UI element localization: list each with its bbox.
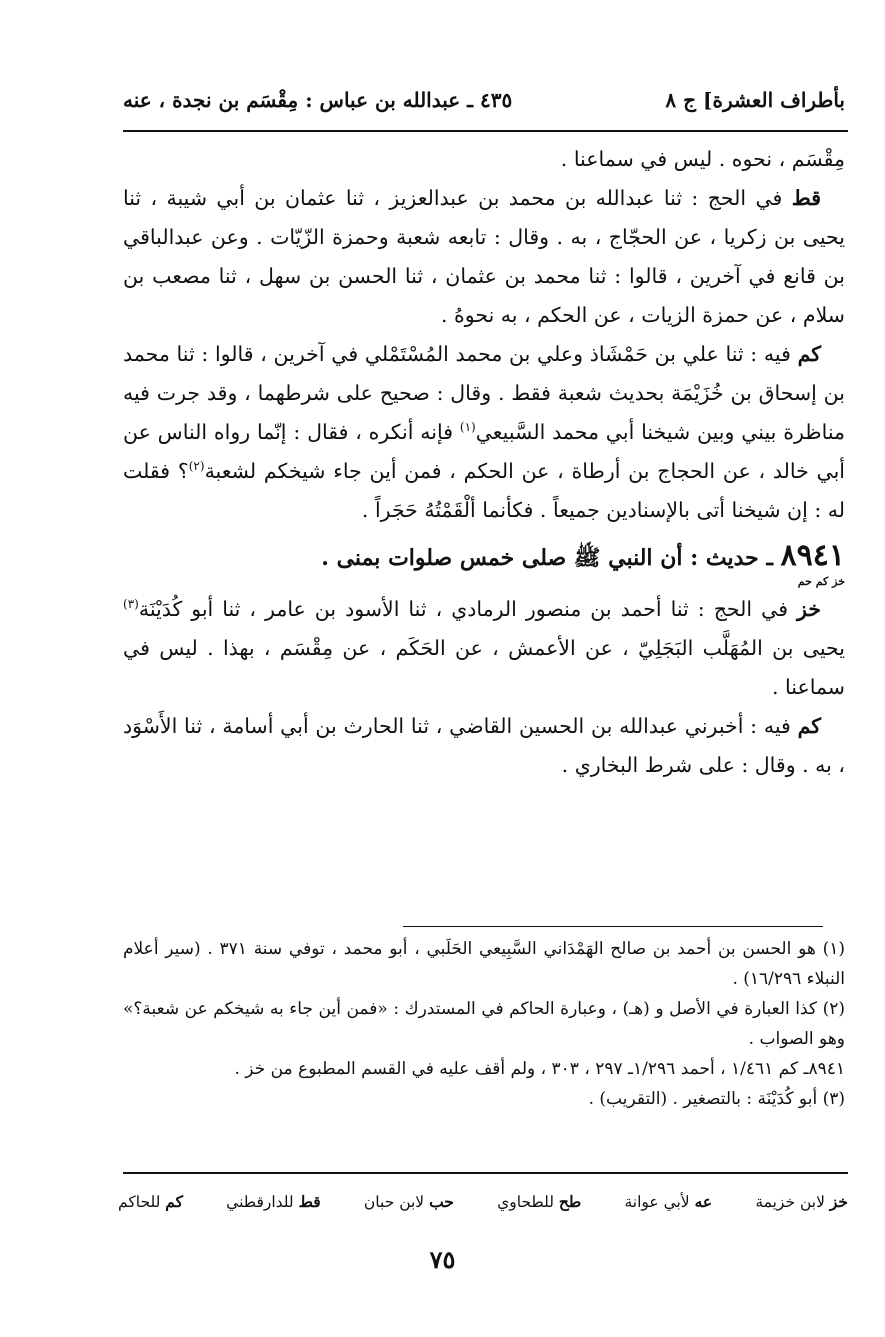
- footnote-rule: [403, 926, 823, 927]
- running-header: [123, 78, 845, 122]
- paragraph-1: مِقْسَم ، نحوه . ليس في سماعنا .: [560, 147, 845, 171]
- hadith-note: ٨٩٤١ـ كم ١/٤٦١ ، أحمد ١/٢٩٦ـ ٢٩٧ ، ٣٠٣ ، ولم أقف عليه في القسم المطبوع من خز .: [234, 1059, 845, 1079]
- footnote-3: (٣) أبو كُدَيْنَة : بالتصغير . (التقريب) .: [588, 1089, 845, 1109]
- abbr-item: قط للدارقطني: [226, 1192, 321, 1211]
- footnote-2: (٢) كذا العبارة في الأصل و (هـ) ، وعبارة الحاكم في المستدرك : «فمن أين جاء به شيخكم عن شعبة؟» وهو الصواب .: [123, 999, 845, 1049]
- header-rule: [123, 130, 848, 132]
- header-left: ٤٣٥ ـ عبدالله بن عباس : مِقْسَم بن نجدة ، عنه: [123, 88, 513, 112]
- page-number: ٧٥: [429, 1245, 456, 1274]
- paragraph-3: كم فيه : ثنا علي بن حَمْشَاذ وعلي بن محمد المُسْتَمْلي في آخرين ، قالوا : ثنا محمد بن إسحاق بن خُزَيْمَة بحديث شعبة فقط . وقال : صحيح على شرطهما ، وقد جرت فيه مناظرة بيني وبين شيخنا أبي محمد السَّبيعي$^{(١)}$ فإنه أنكره ، فقال : إنّما رواه الناس عن أبي خالد ، عن الحجاج بن أرطاة ، عن الحكم ، فمن أين جاء شيخكم لشعبة$^{(٢)}$؟ فقلت له : إن شيخنا أتى بالإسنادين جميعاً . فكأنما ألْقَمْتُهُ حَجَراً .: [123, 342, 846, 522]
- paragraph-5: كم فيه : أخبرني عبدالله بن الحسين القاضي ، ثنا الحارث بن أبي أسامة ، ثنا الأَسْوَد ، به . وقال : على شرط البخاري .: [123, 714, 845, 777]
- abbr-item: خز لابن خزيمة: [755, 1192, 848, 1211]
- header-right: بأطراف العشرة] ج ٨: [665, 88, 845, 112]
- source-siglum: كم: [797, 342, 821, 366]
- source-siglum: خز: [797, 597, 821, 621]
- paragraph-2: قط في الحج : ثنا عبدالله بن محمد بن عبدالعزيز ، ثنا عثمان بن أبي شيبة ، ثنا يحيى بن زكريا ، عن الحجّاج ، به . وقال : تابعه شعبة وحمزة الزّيّات . وعن عبدالباقي بن قانع في آخرين ، قالوا : ثنا محمد بن عثمان ، ثنا الحسن بن سهل ، ثنا مصعب بن سلام ، عن حمزة الزيات ، عن الحكم ، به نحوهُ .: [123, 186, 845, 327]
- abbreviations-rule: [123, 1172, 848, 1174]
- hadith-title: ـ حديث : أن النبي ﷺ صلى خمس صلوات بمنى .: [321, 545, 781, 571]
- abbreviations-legend: [118, 1182, 848, 1222]
- source-siglum: كم: [797, 714, 821, 738]
- paragraph-4: خز في الحج : ثنا أحمد بن منصور الرمادي ، ثنا الأسود بن عامر ، ثنا أبو كُدَيْنَة$^{(٣)}$ يحيى بن المُهَلَّب البَجَلِيّ ، عن الأعمش ، عن الحَكَم ، عن مِقْسَم ، بهذا . ليس في سماعنا .: [123, 597, 845, 699]
- hadith-number: ٨٩٤١: [780, 538, 845, 573]
- footnote-ref-2[interactable]: (٢): [188, 459, 205, 474]
- footnote-ref-1[interactable]: (١): [459, 420, 476, 435]
- main-text: [123, 140, 845, 785]
- footnotes: [123, 934, 845, 1114]
- footnote-ref-3[interactable]: (٣): [123, 597, 139, 612]
- source-siglum: قط: [791, 186, 821, 210]
- abbr-item: عه لأبي عوانة: [624, 1192, 713, 1211]
- hadith-sigla: خز كم حم: [797, 575, 845, 588]
- abbr-item: طح للطحاوي: [497, 1192, 582, 1211]
- hadith-heading: [123, 538, 845, 576]
- footnote-1: (١) هو الحسن بن أحمد بن صالح الهَمْدَاني السَّبِيعي الحَلَبي ، أبو محمد ، توفي سنة ٣٧١ . (سير أعلام النبلاء ١٦/٢٩٦) .: [123, 939, 845, 989]
- abbr-item: حب لابن حبان: [363, 1192, 454, 1211]
- abbr-item: كم للحاكم: [118, 1192, 183, 1211]
